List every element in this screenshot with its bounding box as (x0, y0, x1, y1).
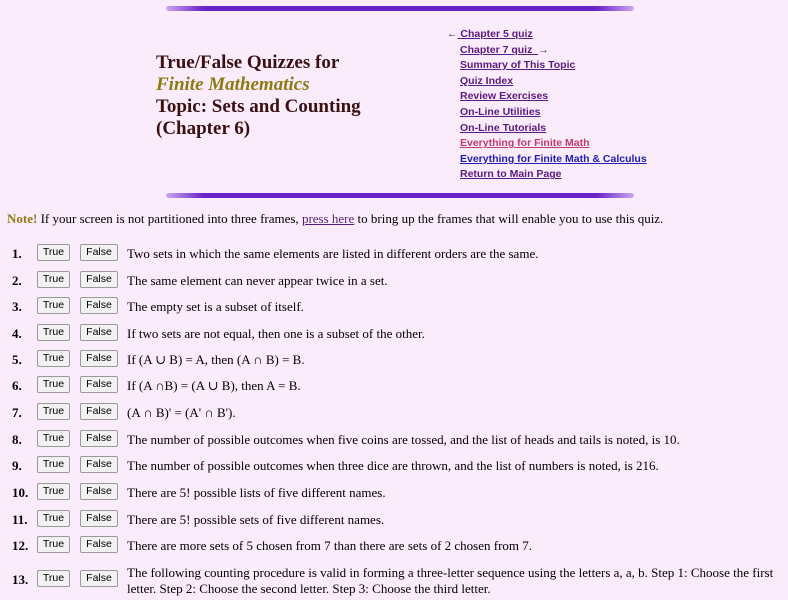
false-button[interactable]: False (80, 403, 118, 420)
false-button[interactable]: False (80, 271, 118, 288)
true-button[interactable]: True (37, 570, 70, 587)
true-button[interactable]: True (37, 297, 70, 314)
false-button[interactable]: False (80, 483, 118, 500)
true-button[interactable]: True (37, 403, 70, 420)
question-number: 13. (12, 572, 29, 587)
frames-note (7, 211, 663, 227)
nav-prev-link[interactable] (447, 27, 647, 43)
question-number: 8. (12, 432, 22, 447)
note-label: Note! (7, 211, 38, 226)
question-text: The same element can never appear twice in a set. (127, 273, 388, 288)
question-text: The empty set is a subset of itself. (127, 299, 304, 314)
note-text-before: If your screen is not partitioned into three frames, (37, 211, 302, 226)
nav-utilities-link[interactable]: On-Line Utilities (460, 105, 541, 118)
question-number: 3. (12, 299, 22, 314)
nav-menu (447, 27, 647, 183)
false-button[interactable]: False (80, 350, 118, 367)
nav-everything-calc-link[interactable]: Everything for Finite Math & Calculus (460, 152, 647, 165)
true-button[interactable]: True (37, 483, 70, 500)
question-number: 10. (12, 485, 29, 500)
question-number: 2. (12, 273, 22, 288)
question-number: 1. (12, 246, 22, 261)
title-subject: Finite Mathematics (156, 74, 310, 95)
true-button[interactable]: True (37, 376, 70, 393)
question-text: The following counting procedure is valid in forming a three-letter sequence using the letters a, a, b. Step 1: Choose the first letter. Step 2: Choose the second letter. Step 3: Choose the third letter. (127, 565, 774, 596)
title-line-1: True/False Quizzes for (156, 52, 340, 73)
bottom-divider (166, 193, 634, 198)
true-button[interactable]: True (37, 430, 70, 447)
question-number: 4. (12, 326, 22, 341)
question-text: If two sets are not equal, then one is a subset of the other. (127, 326, 425, 341)
page-title (156, 52, 361, 140)
true-button[interactable]: True (37, 536, 70, 553)
press-here-link[interactable]: press here (301, 211, 355, 226)
nav-prev-label: Chapter 5 quiz (460, 28, 533, 40)
true-button[interactable]: True (37, 456, 70, 473)
true-button[interactable]: True (37, 324, 70, 341)
nav-summary-link[interactable]: Summary of This Topic (460, 59, 576, 72)
false-button[interactable]: False (80, 536, 118, 553)
true-button[interactable]: True (37, 510, 70, 527)
nav-review-link[interactable]: Review Exercises (460, 90, 549, 103)
question-text: There are 5! possible lists of five different names. (127, 485, 386, 500)
question-text: There are more sets of 5 chosen from 7 than there are sets of 2 chosen from 7. (127, 538, 533, 553)
true-button[interactable]: True (37, 350, 70, 367)
nav-tutorials-link[interactable]: On-Line Tutorials (460, 121, 547, 134)
question-text: If (A ∩B) = (A ∪ B), then A = B. (127, 378, 301, 393)
nav-index-link[interactable]: Quiz Index (460, 74, 514, 87)
question-text: Two sets in which the same elements are listed in different orders are the same. (127, 246, 539, 261)
question-number: 6. (12, 378, 22, 393)
note-text-after: to bring up the frames that will enable you to use this quiz. (354, 211, 664, 226)
true-button[interactable]: True (37, 271, 70, 288)
top-divider (166, 6, 634, 11)
right-arrow-icon: → (538, 43, 549, 56)
question-number: 9. (12, 458, 22, 473)
false-button[interactable]: False (80, 376, 118, 393)
question-number: 7. (12, 405, 22, 420)
question-number: 5. (12, 352, 22, 367)
question-text: (A ∩ B)' = (A' ∩ B'). (127, 405, 236, 420)
false-button[interactable]: False (80, 430, 118, 447)
title-chapter: (Chapter 6) (156, 118, 251, 139)
question-number: 11. (12, 512, 28, 527)
false-button[interactable]: False (80, 510, 118, 527)
false-button[interactable]: False (80, 324, 118, 341)
false-button[interactable]: False (80, 244, 118, 261)
left-arrow-icon: ← (447, 28, 458, 40)
false-button[interactable]: False (80, 297, 118, 314)
question-text: The number of possible outcomes when three dice are thrown, and the list of numbers is noted, is 216. (127, 458, 659, 473)
nav-main-link[interactable]: Return to Main Page (460, 168, 562, 181)
nav-next-label: Chapter 7 quiz (460, 43, 533, 56)
false-button[interactable]: False (80, 456, 118, 473)
question-text: If (A ∪ B) = A, then (A ∩ B) = B. (127, 352, 305, 367)
nav-next-link[interactable] (447, 43, 647, 59)
true-button[interactable]: True (37, 244, 70, 261)
question-text: The number of possible outcomes when five coins are tossed, and the list of heads and tails is noted, is 10. (127, 432, 680, 447)
false-button[interactable]: False (80, 570, 118, 587)
question-number: 12. (12, 538, 29, 553)
title-topic: Topic: Sets and Counting (156, 96, 361, 117)
nav-everything-link[interactable]: Everything for Finite Math (460, 137, 590, 150)
question-text: There are 5! possible sets of five different names. (127, 512, 385, 527)
